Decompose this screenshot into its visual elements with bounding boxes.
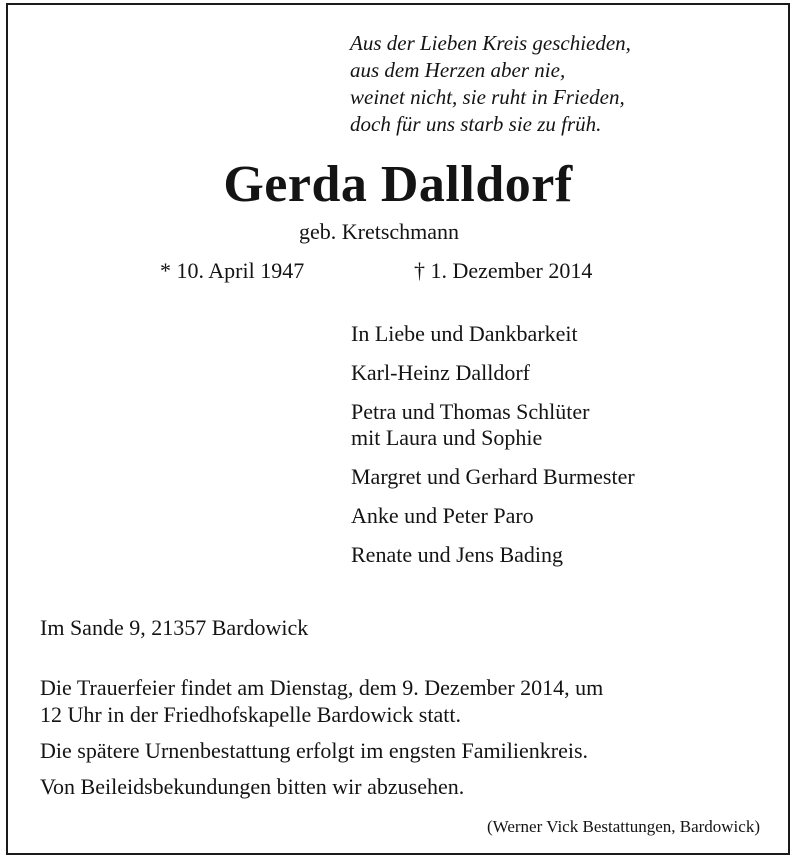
mourner-name: Renate und Jens Bading bbox=[351, 542, 564, 567]
mourner-name: Anke und Peter Paro bbox=[351, 503, 534, 528]
family-address: Im Sande 9, 21357 Bardowick bbox=[40, 615, 309, 640]
family-intro: In Liebe und Dankbarkeit bbox=[351, 321, 578, 346]
funeral-notice-line: 12 Uhr in der Friedhofskapelle Bardowick statt. bbox=[40, 702, 461, 727]
poem-line: weinet nicht, sie ruht in Frieden, bbox=[350, 85, 625, 109]
death-date: † 1. Dezember 2014 bbox=[414, 258, 593, 283]
undertaker-credit: (Werner Vick Bestattungen, Bardowick) bbox=[487, 817, 760, 836]
mourner-name: Margret und Gerhard Burmester bbox=[351, 464, 635, 489]
family-list bbox=[351, 321, 635, 581]
birth-name: geb. Kretschmann bbox=[299, 219, 460, 244]
funeral-notice bbox=[40, 674, 760, 728]
birth-date: * 10. April 1947 bbox=[160, 258, 305, 283]
poem-line: Aus der Lieben Kreis geschieden, bbox=[350, 31, 631, 55]
deceased-name bbox=[0, 155, 800, 215]
mourner-name: Karl-Heinz Dalldorf bbox=[351, 360, 530, 385]
poem-line: doch für uns starb sie zu früh. bbox=[350, 112, 602, 136]
funeral-notices bbox=[40, 674, 760, 809]
funeral-notice-line: Die Trauerfeier findet am Dienstag, dem 9. Dezember 2014, um bbox=[40, 675, 604, 700]
deceased-name-text: Gerda Dalldorf bbox=[223, 156, 573, 213]
mourner-name: Petra und Thomas Schlüter bbox=[351, 399, 590, 424]
condolence-notice: Von Beileidsbekundungen bitten wir abzusehen. bbox=[40, 774, 465, 799]
mourner-name: mit Laura und Sophie bbox=[351, 425, 543, 450]
poem-line: aus dem Herzen aber nie, bbox=[350, 58, 566, 82]
burial-notice: Die spätere Urnenbestattung erfolgt im engsten Familienkreis. bbox=[40, 738, 589, 763]
memorial-poem bbox=[350, 30, 631, 138]
